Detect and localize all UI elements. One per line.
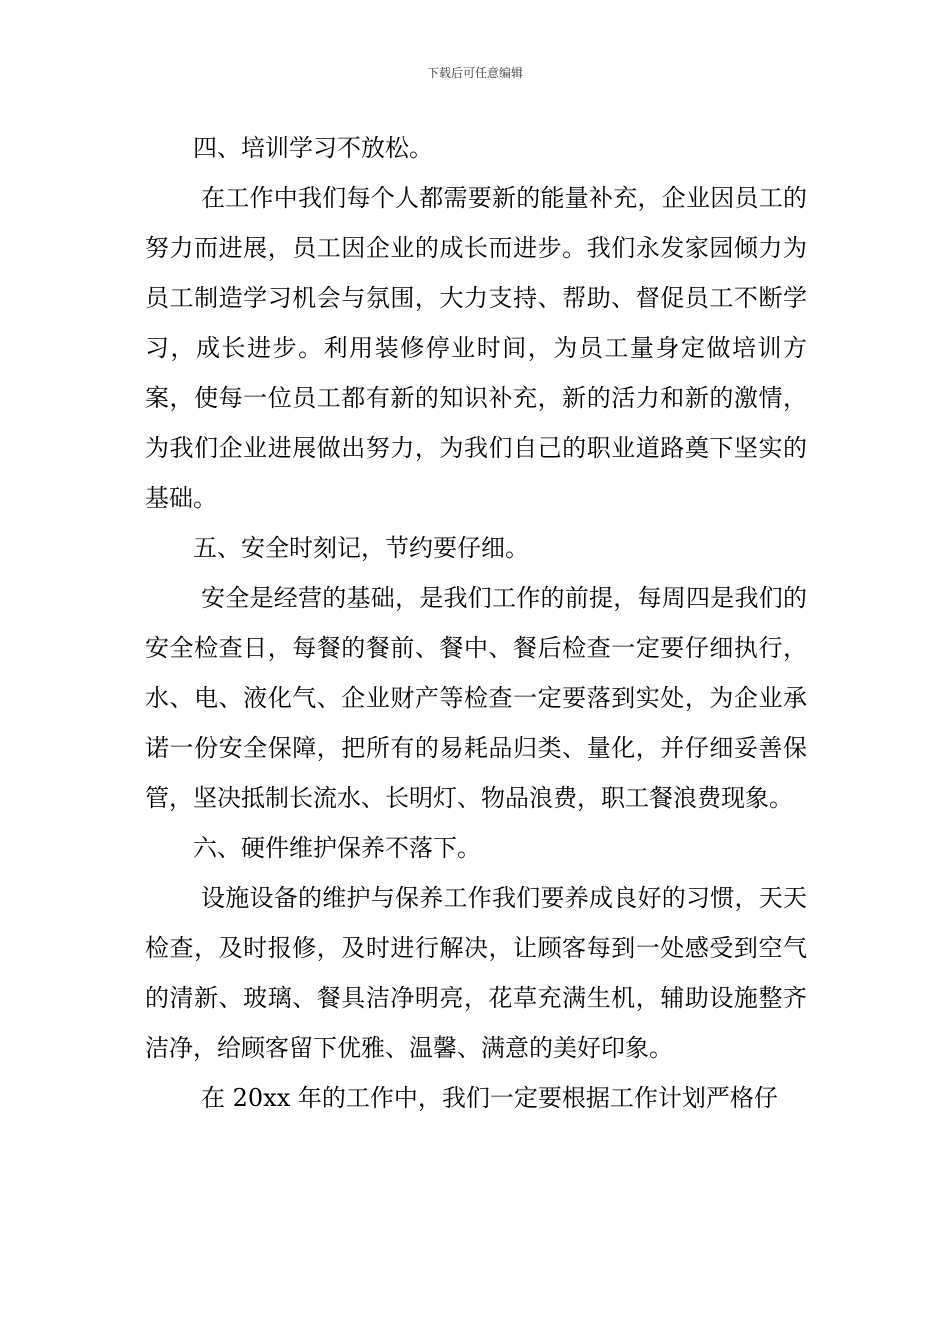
section-paragraph-maintenance: 设施设备的维护与保养工作我们要养成良好的习惯，天天检查，及时报修，及时进行解决，让顾客每到一处感受到空气的清新、玻璃、餐具洁净明亮，花草充满生机，辅助设施整齐洁净，给顾客留下优雅、温馨、满意的美好印象。 [145,884,807,1062]
section-paragraph-training: 在工作中我们每个人都需要新的能量补充，企业因员工的努力而进展，员工因企业的成长而进步。我们永发家园倾力为员工制造学习机会与氛围，大力支持、帮助、督促员工不断学习，成长进步。利用装修停业时间，为员工量身定做培训方案，使每一位员工都有新的知识补充，新的活力和新的激情，为我们企业进展做出努力，为我们自己的职业道路奠下坚实的基础。 [145,184,807,512]
section-heading-training: 四、培训学习不放松。 [193,134,433,162]
section-heading-safety: 五、安全时刻记，节约要仔细。 [193,534,529,562]
closing-paragraph: 在 20xx 年的工作中，我们一定要根据工作计划严格仔 [201,1084,778,1112]
section-heading-maintenance: 六、硬件维护保养不落下。 [193,834,481,862]
document-body [145,123,807,1123]
section-paragraph-safety: 安全是经营的基础，是我们工作的前提，每周四是我们的安全检查日，每餐的餐前、餐中、餐后检查一定要仔细执行，水、电、液化气、企业财产等检查一定要落到实处，为企业承诺一份安全保障，把所有的易耗品归类、量化，并仔细妥善保管，坚决抵制长流水、长明灯、物品浪费，职工餐浪费现象。 [145,584,807,812]
page-header: 下载后可任意编辑 [426,66,523,80]
